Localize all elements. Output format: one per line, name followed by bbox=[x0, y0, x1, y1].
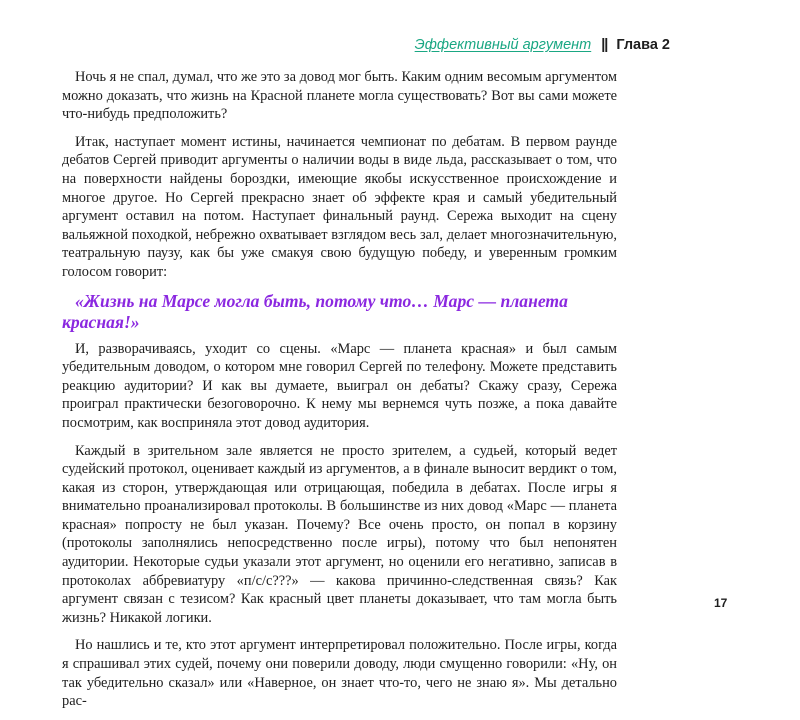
page-number: 17 bbox=[714, 596, 728, 610]
paragraph-2: Итак, наступает момент истины, начинается чемпионат по дебатам. В первом раунде дебатов Сергей приводит аргументы о наличии воды в виде льда, рассказывает о том, что на поверхности найдены бороздки, имеющие якобы искусственное происхождение и многое другое. Но Сергей прекрасно знает об эффекте края и самый убедительный аргумент оставил на потом. Наступает финальный раунд. Сережа выходит на сцену вальяжной походкой, небрежно охватывает взглядом весь зал, делает многозначительную, театральную паузу, как бы уже смакуя свою будущую победу, и уверенным громким голосом говорит: bbox=[62, 133, 617, 280]
running-header bbox=[415, 37, 670, 53]
paragraph-5: Но нашлись и те, кто этот аргумент интерпретировал положительно. После игры, когда я спрашивал этих судей, почему они поверили доводу, люди смущенно говорили: «Ну, он так убедительно сказал» или «Наверное, он знает что-то, чего не знаю я». Мы детально рас- bbox=[62, 637, 617, 710]
chapter-title-link[interactable]: Эффективный аргумент bbox=[414, 37, 592, 53]
chapter-number: Глава 2 bbox=[616, 37, 670, 53]
page-body bbox=[62, 68, 617, 720]
paragraph-1: Ночь я не спал, думал, что же это за довод мог быть. Каким одним весомым аргументом можно доказать, что жизнь на Красной планете могла существовать? Вот вы сами можете что-нибудь предположить? bbox=[62, 69, 617, 123]
highlighted-quote: «Жизнь на Марсе могла быть, потому что… Марс — планета красная!» bbox=[62, 290, 568, 332]
paragraph-3: И, разворачиваясь, уходит со сцены. «Марс — планета красная» и был самым убедительным доводом, о котором мне говорил Сергей по телефону. Можете представить реакцию аудитории? И как вы думаете, выиграл он дебаты? Скажу сразу, Сережа проиграл практически безоговорочно. К нему мы вернемся чуть позже, а пока давайте посмотрим, как восприняла этот довод аудитория. bbox=[62, 340, 617, 431]
header-separator: || bbox=[601, 37, 608, 53]
paragraph-4: Каждый в зрительном зале является не просто зрителем, а судьей, который ведет судейский протокол, оценивает каждый из аргументов, а в финале выносит вердикт о том, какая из сторон, утверждающая или отрицающая, победила в дебатах. После игры я внимательно проанализировал протоколы. В большинстве из них довод «Марс — планета красная» попросту не был указан. Почему? Все очень просто, он попал в корзину (протоколы заполнялись непосредственно после игры), потому что был непонятен аудитории. Некоторые судьи указали этот аргумент, но оценили его негативно, записав в протоколах аббревиатуру «п/с/с???» — какова причинно-следственная связь? Как аргумент связан с тезисом? Как красный цвет планеты доказывает, что там могла быть жизнь? Никакой логики. bbox=[62, 442, 617, 626]
